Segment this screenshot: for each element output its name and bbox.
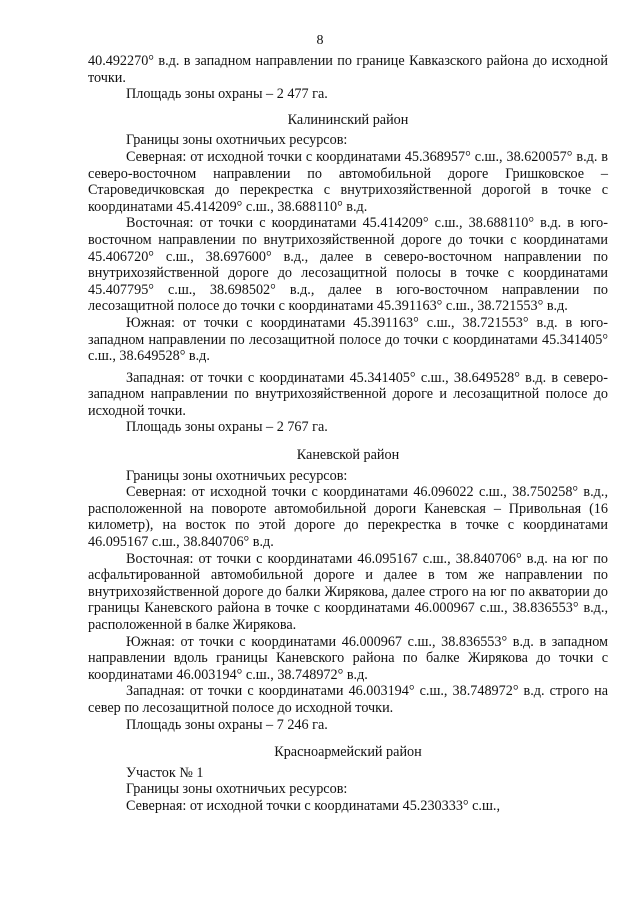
border-north: Северная: от исходной точки с координатами 45.368957° с.ш., 38.620057° в.д. в северо-восточном направлении по автомобильной дороге Гришковское – Староведичковская до перекрестка с внутрихозяйственной дорогой в точке с координатами 45.414209° с.ш., 38.688110° в.д. xyxy=(88,148,608,215)
area-paragraph: Площадь зоны охраны – 2 477 га. xyxy=(126,86,328,103)
borders-label: Границы зоны охотничьих ресурсов: xyxy=(126,467,348,484)
borders-label: Границы зоны охотничьих ресурсов: xyxy=(126,132,348,149)
section-heading-krasnoarmeisky: Красноармейский район xyxy=(274,744,422,761)
border-west: Западная: от точки с координатами 46.003194° с.ш., 38.748972° в.д. строго на север по лесозащитной полосе до исходной точки. xyxy=(88,683,608,716)
plot-label: Участок № 1 xyxy=(126,764,204,781)
page-number: 8 xyxy=(316,33,324,48)
section-heading-kanevskoy: Каневской район xyxy=(296,447,400,464)
border-south: Южная: от точки с координатами 46.000967 с.ш., 38.836553° в.д. в западном направлении вдоль границы Каневского района по балке Жирякова до точки с координатами 46.003194° с.ш., 38.748972° в.д. xyxy=(88,633,608,683)
border-west: Западная: от точки с координатами 45.341405° с.ш., 38.649528° в.д. в северо-западном направлении по внутрихозяйственной дороге и лесозащитной полосе до исходной точки. xyxy=(88,369,608,419)
page-content xyxy=(88,53,608,815)
border-east: Восточная: от точки с координатами 45.414209° с.ш., 38.688110° в.д. в юго-восточном направлении по внутрихозяйственной дороге до точки с координатами 45.406720° с.ш., 38.697600° в.д., далее в северо-восточном направлении по внутрихозяйственной дороге до лесозащитной полосы в точке с координатами 45.407795° с.ш., 38.698502° в.д., далее в юго-восточном направлении по лесозащитной полосе до точки с координатами 45.391163° с.ш., 38.721553° в.д. xyxy=(88,215,608,315)
border-south: Южная: от точки с координатами 45.391163° с.ш., 38.721553° в.д. в юго-западном направлении по лесозащитной полосе до точки с координатами 45.341405° с.ш., 38.649528° в.д. xyxy=(88,314,608,365)
border-north: Северная: от исходной точки с координатами 45.230333° с.ш., xyxy=(126,797,500,814)
borders-label: Границы зоны охотничьих ресурсов: xyxy=(126,781,348,798)
area-paragraph: Площадь зоны охраны – 7 246 га. xyxy=(126,716,328,733)
section-heading-kalininsky: Калининский район xyxy=(287,111,409,128)
area-paragraph: Площадь зоны охраны – 2 767 га. xyxy=(126,419,328,436)
border-east: Восточная: от точки с координатами 46.095167 с.ш., 38.840706° в.д. на юг по асфальтированной автомобильной дороге и далее в том же направлении по внутрихозяйственной дороге до балки Жирякова, далее строго на юг по акватории до границы Каневского района в точке с координатами 46.000967 с.ш., 38.836553° в.д., расположенной в балке Жирякова. xyxy=(88,550,608,633)
continuation-paragraph: 40.492270° в.д. в западном направлении по границе Кавказского района до исходной точки. xyxy=(88,53,608,86)
border-north: Северная: от исходной точки с координатами 46.096022 с.ш., 38.750258° в.д., расположенной на повороте автомобильной дороги Каневская – Привольная (16 километр), на восток по этой дороге до перекрестка в точке с координатами 46.095167 с.ш., 38.840706° в.д. xyxy=(88,484,608,551)
